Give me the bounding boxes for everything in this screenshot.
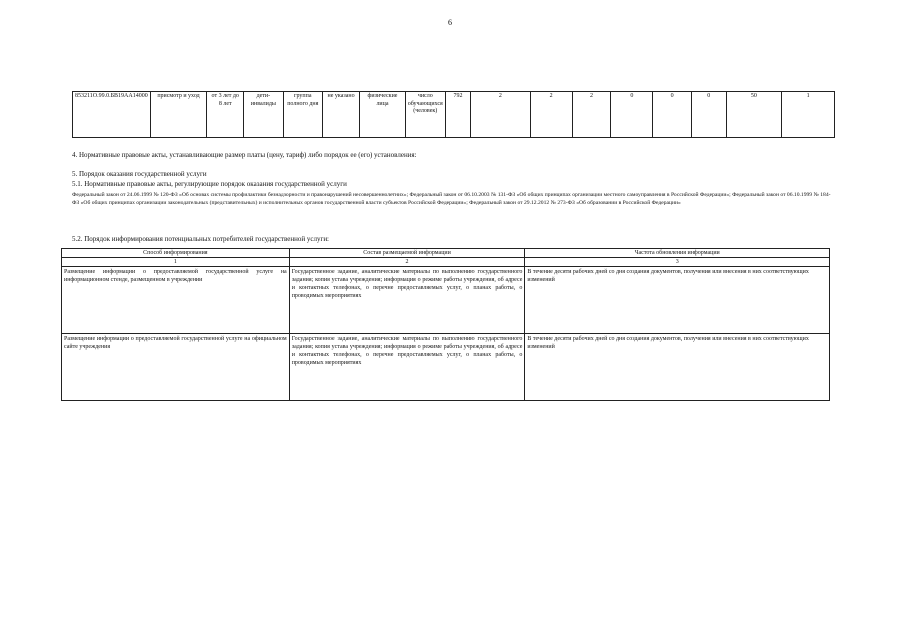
frequency-cell: В течение десяти рабочих дней со дня создания документов, получения или внесения в них соответствующих изменений bbox=[525, 334, 830, 401]
method-cell: Размещение информации о предоставляемой государственной услуге на информационном стенде, размещенном в учреждении bbox=[62, 267, 290, 334]
column-header: Состав размещаемой информации bbox=[289, 249, 525, 258]
column-header: Способ информирования bbox=[62, 249, 290, 258]
information-table bbox=[61, 248, 830, 401]
section-5-2-heading: 5.2. Порядок информирования потенциальных потребителей государственной услуги: bbox=[72, 235, 330, 243]
age-cell: от 3 лет до 8 лет bbox=[207, 92, 244, 138]
laws-text: Федеральный закон от 24.06.1999 № 120-ФЗ «Об основах системы профилактики безнадзорности и правонарушений несовершеннолетних»; Федеральный закон от 06.10.2003 № 131-ФЗ «Об общих принципах организации местного самоуправления в Российской Федерации»; Федеральный закон от 06.10.1999 № 184-ФЗ «Об общих принципах организации законодательных (представительных) и исполнительных органов государственной власти субъектов Российской Федерации»; Федеральный закон от 29.12.2012 № 273-ФЗ «Об образовании в Российской Федерации» bbox=[72, 192, 831, 206]
group-cell: группа полного дня bbox=[283, 92, 322, 138]
table-row bbox=[62, 267, 830, 334]
value-cell: 0 bbox=[611, 92, 653, 138]
indicator-cell: число обучающихся (человек) bbox=[405, 92, 445, 138]
value-cell: 2 bbox=[471, 92, 530, 138]
unit-code-cell: 792 bbox=[445, 92, 470, 138]
not-specified-cell: не указано bbox=[322, 92, 359, 138]
service-cell: присмотр и уход bbox=[150, 92, 207, 138]
frequency-cell: В течение десяти рабочих дней со дня создания документов, получения или внесения в них соответствующих изменений bbox=[525, 267, 830, 334]
section-5-1-heading: 5.1. Нормативные правовые акты, регулирующие порядок оказания государственной услуги bbox=[72, 180, 347, 188]
persons-cell: физические лица bbox=[360, 92, 405, 138]
table-header-row bbox=[62, 249, 830, 258]
column-number: 3 bbox=[525, 258, 830, 267]
column-number-row bbox=[62, 258, 830, 267]
section-5-heading: 5. Порядок оказания государственной услуги bbox=[72, 170, 207, 178]
page-number: 6 bbox=[448, 18, 452, 27]
table-row bbox=[62, 334, 830, 401]
category-cell: дети-инвалиды bbox=[244, 92, 284, 138]
service-volume-table bbox=[72, 91, 835, 138]
method-cell: Размещение информации о предоставляемой государственной услуге на официальном сайте учреждения bbox=[62, 334, 290, 401]
content-cell: Государственное задание, аналитические материалы по выполнению государственного задания; копия устава учреждения; информация о режиме работы учреждения, об адресе и контактных телефонах, о перечне предоставляемых услуг, о планах работы, о проводимых мероприятиях bbox=[289, 334, 525, 401]
value-cell: 50 bbox=[726, 92, 782, 138]
content-cell: Государственное задание, аналитические материалы по выполнению государственного задания; копия устава учреждения; информация о режиме работы учреждения, об адресе и контактных телефонах, о перечне предоставляемых услуг, о планах работы, о проводимых мероприятиях bbox=[289, 267, 525, 334]
column-header: Частота обновления информации bbox=[525, 249, 830, 258]
table-row bbox=[73, 92, 835, 138]
section-4-heading: 4. Нормативные правовые акты, устанавливающие размер платы (цену, тариф) либо порядок ее (его) установления: bbox=[72, 151, 417, 159]
column-number: 2 bbox=[289, 258, 525, 267]
value-cell: 0 bbox=[653, 92, 691, 138]
value-cell: 0 bbox=[691, 92, 726, 138]
value-cell: 2 bbox=[530, 92, 572, 138]
value-cell: 1 bbox=[782, 92, 835, 138]
registry-code-cell: 853211О.99.0.БВ19АА14000 bbox=[73, 92, 151, 138]
value-cell: 2 bbox=[572, 92, 610, 138]
column-number: 1 bbox=[62, 258, 290, 267]
